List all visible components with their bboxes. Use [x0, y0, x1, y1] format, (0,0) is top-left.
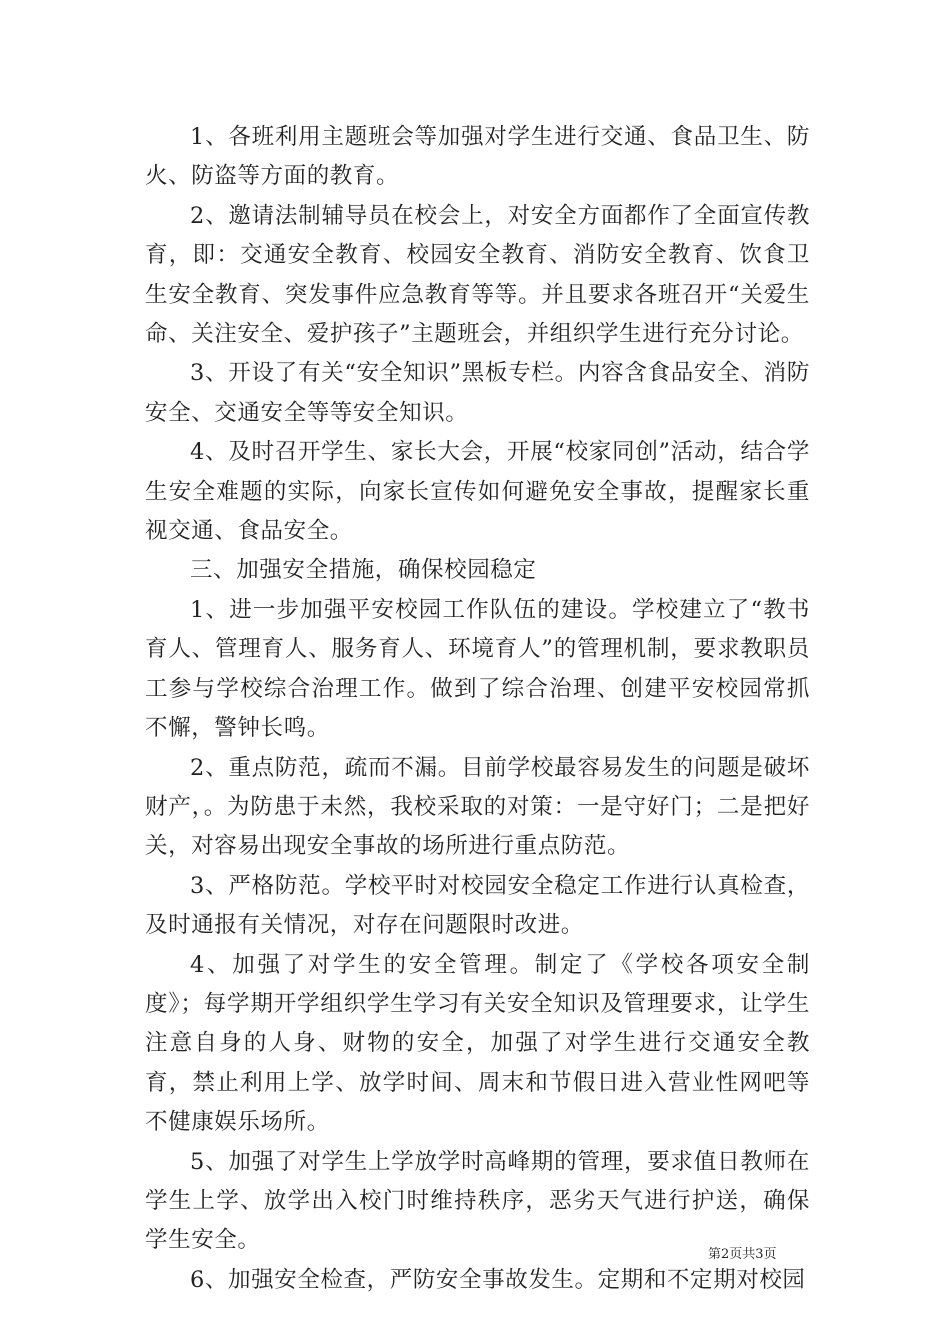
paragraph-student-management: 4、加强了对学生的安全管理。制定了《学校各项安全制度》；每学期开学组织学生学习有关安全知识及管理要求，让学生注意自身的人身、财物的安全，加强了对学生进行交通安全教育，禁止利用上学、放学时间、周末和节假日进入营业性网吧等不健康娱乐场所。 [145, 951, 810, 1136]
document-body [145, 118, 810, 1300]
paragraph-strict-prevention: 3、严格防范。学校平时对校园安全稳定工作进行认真检查，及时通报有关情况，对存在问题限时改进。 [145, 872, 810, 939]
paragraph-safety-inspection: 6、加强安全检查，严防安全事故发生。定期和不定期对校园 [190, 1266, 806, 1293]
paragraph-key-prevention: 2、重点防范，疏而不漏。目前学校最容易发生的问题是破坏财产，。为防患于未然，我校采取的对策：一是守好门；二是把好关，对容易出现安全事故的场所进行重点防范。 [145, 754, 810, 860]
paragraph-parent-meeting: 4、及时召开学生、家长大会，开展“校家同创”活动，结合学生安全难题的实际，向家长宣传如何避免安全事故，提醒家长重视交通、食品安全。 [145, 439, 810, 545]
page-number: 第2页共3页 [708, 1247, 777, 1262]
paragraph-class-meetings: 1、各班利用主题班会等加强对学生进行交通、食品卫生、防火、防盗等方面的教育。 [145, 124, 810, 190]
paragraph-legal-counselor: 2、邀请法制辅导员在校会上，对安全方面都作了全面宣传教育，即：交通安全教育、校园安全教育、消防安全教育、饮食卫生安全教育、突发事件应急教育等等。并且要求各班召开“关爱生命、关注安全、爱护孩子”主题班会，并组织学生进行充分讨论。 [145, 202, 810, 348]
section-heading-safety-measures: 三、加强安全措施，确保校园稳定 [190, 557, 537, 584]
paragraph-blackboard-column: 3、开设了有关“安全知识”黑板专栏。内容含食品安全、消防安全、交通安全等等安全知识。 [145, 360, 810, 426]
paragraph-team-building: 1、进一步加强平安校园工作队伍的建设。学校建立了“教书育人、管理育人、服务育人、环境育人”的管理机制，要求教职员工参与学校综合治理工作。做到了综合治理、创建平安校园常抓不懈，警钟长鸣。 [145, 596, 810, 742]
paragraph-peak-period: 5、加强了对学生上学放学时高峰期的管理，要求值日教师在学生上学、放学出入校门时维持秩序，恶劣天气进行护送，确保学生安全。 [145, 1148, 810, 1254]
